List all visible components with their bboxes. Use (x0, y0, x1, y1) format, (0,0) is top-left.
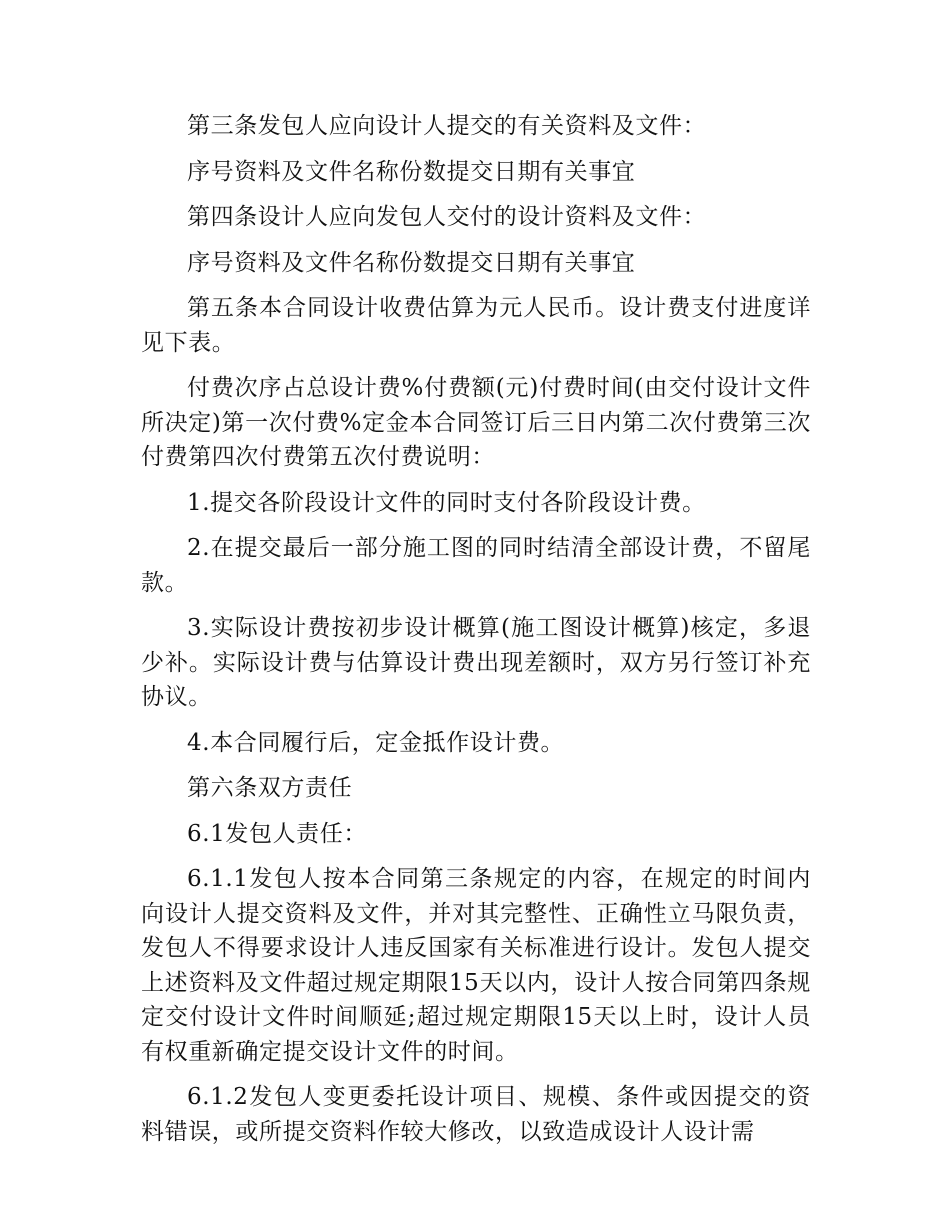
section-6-1-heading: 6.1发包人责任： (187, 820, 367, 847)
clause-6-heading: 第六条双方责任 (187, 775, 353, 801)
clause-4-table-header: 序号资料及文件名称份数提交日期有关事宜 (187, 249, 636, 276)
clause-4-heading: 第四条设计人应向发包人交付的设计资料及文件： (187, 204, 707, 230)
clause-3-table-header: 序号资料及文件名称份数提交日期有关事宜 (187, 158, 636, 185)
note-item-3: 3.实际设计费按初步设计概算(施工图设计概算)核定，多退少补。实际设计费与估算设计费出现差额时，双方另行签订补充协议。 (141, 615, 811, 710)
note-item-1: 1.提交各阶段设计文件的同时支付各阶段设计费。 (187, 489, 706, 516)
section-6-1-2-paragraph: 6.1.2发包人变更委托设计项目、规模、条件或因提交的资料错误，或所提交资料作较大修改，以致造成设计人设计需 (141, 1084, 811, 1145)
clause-3-heading: 第三条发包人应向设计人提交的有关资料及文件： (187, 113, 707, 139)
clause-5-paragraph: 第五条本合同设计收费估算为元人民币。设计费支付进度详见下表。 (141, 295, 811, 356)
note-item-4: 4.本合同履行后，定金抵作设计费。 (187, 729, 565, 756)
section-6-1-1-paragraph: 6.1.1发包人按本合同第三条规定的内容，在规定的时间内向设计人提交资料及文件，并对其完整性、正确性立马限负责，发包人不得要求设计人违反国家有关标准进行设计。发包人提交上述资料及文件超过规定期限15天以内，设计人按合同第四条规定交付设计文件时间顺延;超过规定期限15天以上时，设计人员有权重新确定提交设计文件的时间。 (141, 866, 811, 1065)
document-body (141, 109, 811, 1160)
payment-schedule-paragraph: 付费次序占总设计费%付费额(元)付费时间(由交付设计文件所决定)第一次付费%定金本合同签订后三日内第二次付费第三次付费第四次付费第五次付费说明： (141, 375, 811, 470)
note-item-2: 2.在提交最后一部分施工图的同时结清全部设计费，不留尾款。 (141, 535, 811, 596)
